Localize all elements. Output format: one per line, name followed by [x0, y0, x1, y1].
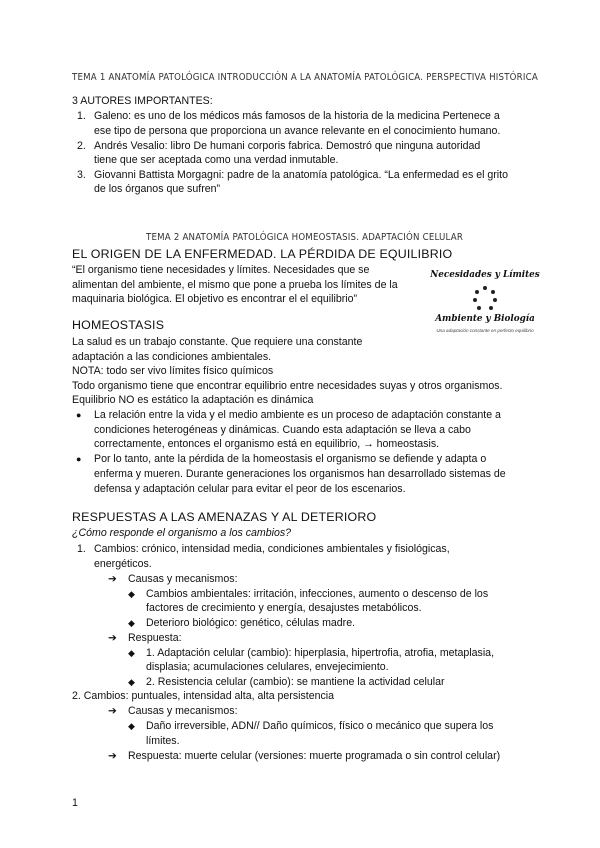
sub-item-line: límites.: [146, 735, 180, 747]
bullet-dot-icon: ●: [76, 454, 82, 464]
bullet-line: condiciones heterogéneas y dinámicas. Cuando esta adaptación se lleva a cabo: [94, 424, 471, 436]
paragraph-line: NOTA: todo ser vivo límites físico químicos: [72, 365, 274, 377]
tema2-title: TEMA 2 ANATOMÍA PATOLÓGICA HOMEOSTASIS. ADAPTACIÓN CELULAR: [146, 232, 464, 243]
figure-caption: Una adaptación constante en perfecto equilibrio: [436, 328, 534, 333]
paragraph-line: Todo organismo tiene que encontrar equilibrio entre necesidades suyas y otros organismos.: [72, 380, 503, 392]
list-item-line: 2. Cambios: puntuales, intensidad alta, alta persistencia: [72, 690, 335, 702]
bullet-line: Por lo tanto, ante la pérdida de la homeostasis el organismo se defiende y adapta o: [94, 453, 487, 465]
diamond-icon: ◆: [128, 677, 135, 687]
cycle-dots-icon: [473, 286, 497, 310]
list-item-line: energéticos.: [94, 558, 152, 570]
list-item-line: Galeno: es uno de los médicos más famosos de la historia de la medicina Pertenece a: [94, 110, 500, 122]
sub-item-line: 2. Resistencia celular (cambio): se mantiene la actividad celular: [146, 676, 445, 688]
sub-item-line: 1. Adaptación celular (cambio): hiperplasia, hipertrofia, atrofia, metaplasia,: [146, 647, 495, 659]
diamond-icon: ◆: [128, 589, 135, 599]
sub-item-line: Deterioro biológico: genético, células madre.: [146, 617, 356, 629]
list-item-line: Cambios: crónico, intensidad media, condiciones ambientales y fisiológicas,: [94, 543, 450, 555]
arrow-icon: ➔: [108, 750, 117, 762]
paragraph-line: La salud es un trabajo constante. Que requiere una constante: [72, 336, 363, 348]
sub-heading: Respuesta: muerte celular (versiones: muerte programada o sin control celular): [128, 750, 501, 762]
list-item-line: Giovanni Battista Morgagni: padre de la anatomía patológica. “La enfermedad es el grito: [94, 169, 508, 181]
bullet-line: La relación entre la vida y el medio ambiente es un proceso de adaptación constante a: [94, 409, 501, 421]
diamond-icon: ◆: [128, 721, 135, 731]
bullet-line: correctamente, entonces el organismo está en equilibrio, → homeostasis.: [94, 438, 440, 450]
paragraph-line: Equilibrio NO es estático la adaptación es dinámica: [72, 394, 314, 406]
tema1-title: TEMA 1 ANATOMÍA PATOLÓGICA INTRODUCCIÓN A LA ANATOMÍA PATOLÓGICA. PERSPECTIVA HISTÓRICA: [72, 72, 538, 83]
arrow-icon: ➔: [108, 632, 117, 644]
figure-subtitle: Ambiente y Biología: [435, 314, 535, 324]
arrow-icon: ➔: [108, 573, 117, 585]
list-item-line: de los órganos que sufren”: [94, 183, 221, 195]
needs-limits-figure: [425, 270, 545, 333]
list-item-line: tiene que ser aceptada como una verdad inmutable.: [94, 154, 339, 166]
quote-line: alimentan del ambiente, el mismo que pone a prueba los límites de la: [72, 279, 398, 291]
sub-item-line: Daño irreversible, ADN// Daño químicos, físico o mecánico que supera los: [146, 720, 494, 732]
quote-line: “El organismo tiene necesidades y límites. Necesidades que se: [72, 264, 370, 276]
paragraph-line: adaptación a las condiciones ambientales.: [72, 351, 272, 363]
diamond-icon: ◆: [128, 648, 135, 658]
bullet-line: defensa y adaptación celular para evitar el peor de los escenarios.: [94, 483, 406, 495]
sub-item-line: displasia; acumulaciones celulares, envejecimiento.: [146, 661, 389, 673]
tema1-subtitle: 3 AUTORES IMPORTANTES:: [72, 95, 213, 107]
figure-title: Necesidades y Límites: [430, 270, 540, 280]
sub-item-line: Cambios ambientales: irritación, infecciones, aumento o descenso de los: [146, 588, 489, 600]
list-number: 2.: [77, 140, 86, 152]
list-item-line: ese tipo de persona que proporciona un avance relevante en el conocimiento humano.: [94, 125, 501, 137]
quote-line: maquinaria biológica. El objetivo es encontrar el el equilibrio”: [72, 293, 358, 305]
section-heading: EL ORIGEN DE LA ENFERMEDAD. LA PÉRDIDA DE EQUILIBRIO: [72, 247, 453, 261]
bullet-line: enferma y mueren. Durante generaciones los organismos han desarrollado sistemas de: [94, 468, 506, 480]
list-number: 1.: [77, 543, 86, 555]
list-item-line: Andrés Vesalio: libro De humani corporis fabrica. Demostró que ninguna autoridad: [94, 140, 481, 152]
list-number: 3.: [77, 169, 86, 181]
sub-heading: Respuesta:: [128, 632, 182, 644]
diamond-icon: ◆: [128, 618, 135, 628]
list-number: 1.: [77, 110, 86, 122]
homeostasis-heading: HOMEOSTASIS: [72, 318, 165, 332]
arrow-icon: ➔: [108, 705, 117, 717]
page-number: 1: [72, 797, 78, 809]
question-line: ¿Cómo responde el organismo a los cambios?: [72, 527, 292, 539]
sub-item-line: factores de crecimiento y energía, desajustes metabólicos.: [146, 602, 422, 614]
respuestas-heading: RESPUESTAS A LAS AMENAZAS Y AL DETERIORO: [72, 510, 377, 524]
sub-heading: Causas y mecanismos:: [128, 573, 238, 585]
sub-heading: Causas y mecanismos:: [128, 705, 238, 717]
bullet-dot-icon: ●: [76, 410, 82, 420]
